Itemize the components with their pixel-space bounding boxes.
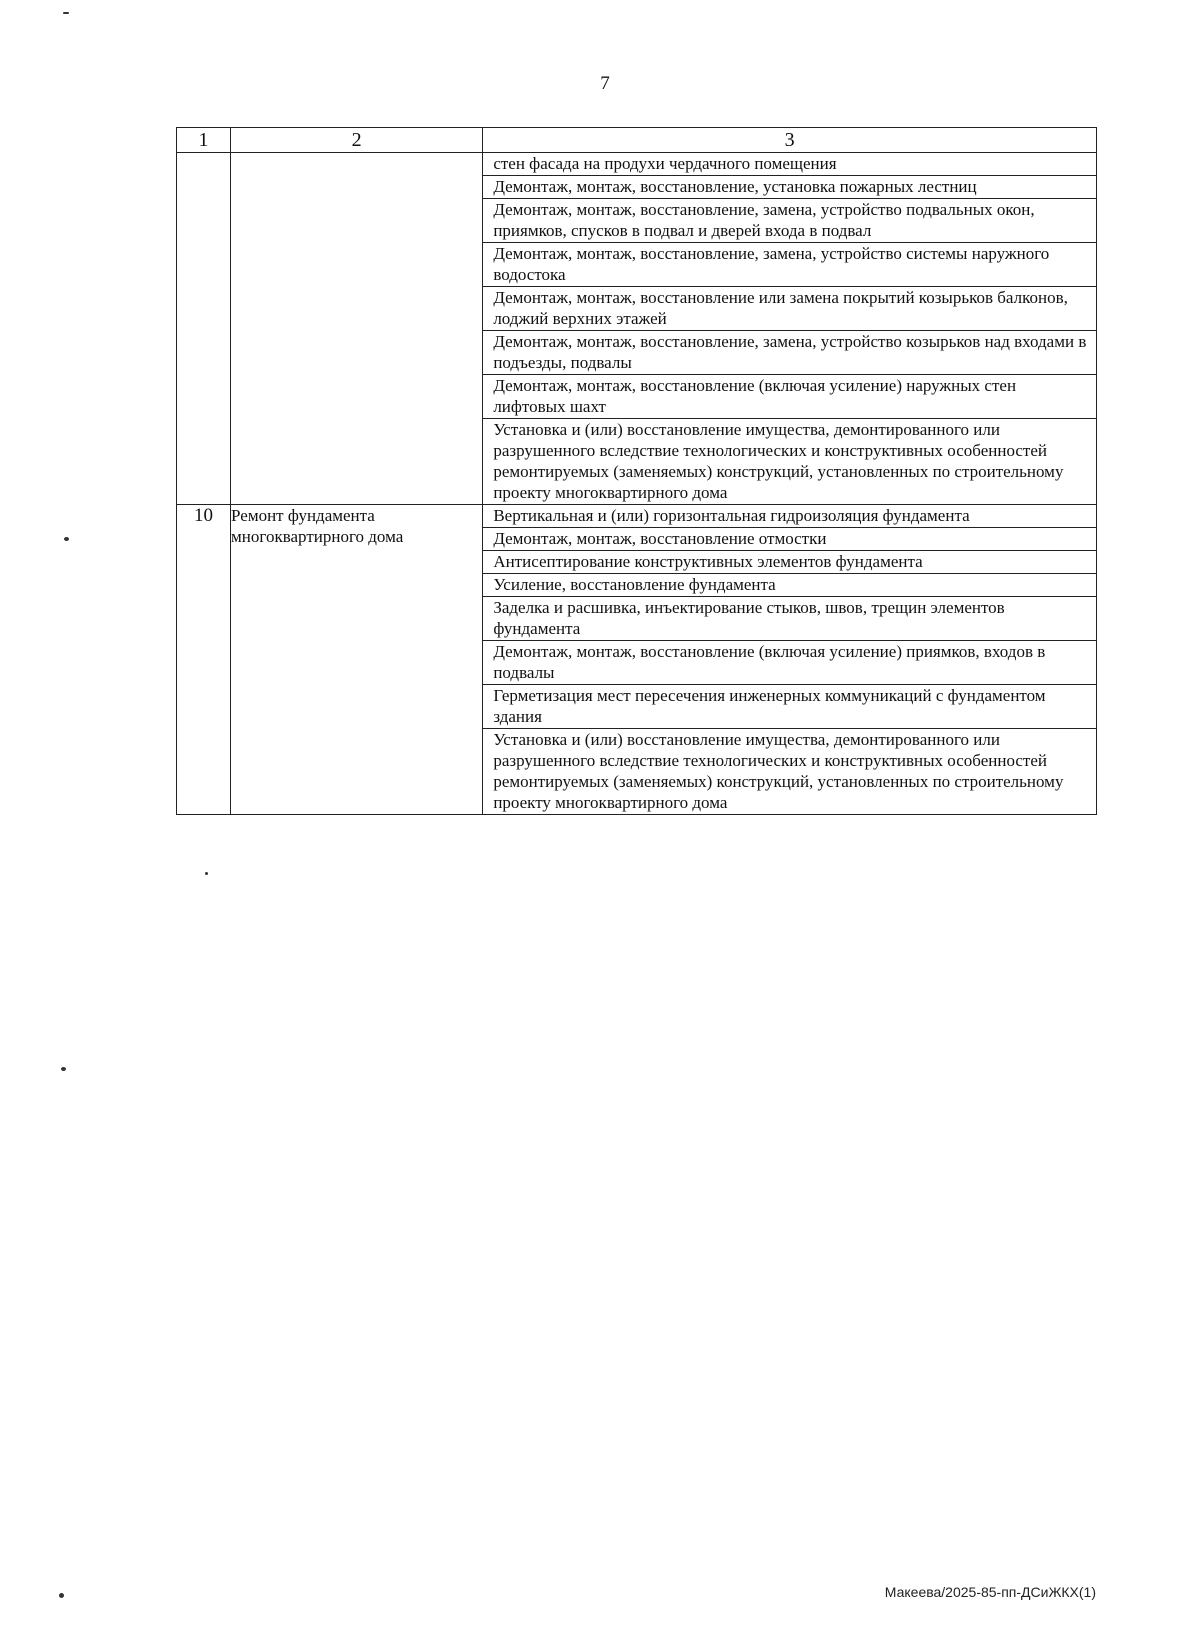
works-cell	[483, 153, 1097, 505]
works-cell	[483, 505, 1097, 815]
page-number: 7	[600, 73, 610, 94]
header-col-2: 2	[231, 128, 483, 153]
table-row	[177, 153, 1097, 505]
scan-speck	[64, 537, 69, 541]
row-number	[177, 153, 231, 505]
scan-speck	[61, 1067, 66, 1071]
scan-speck	[205, 872, 208, 875]
works-table	[176, 127, 1097, 815]
work-item: Герметизация мест пересечения инженерных коммуникаций с фундаментом здания	[483, 684, 1096, 728]
work-item: Демонтаж, монтаж, восстановление, замена, устройство системы наружного водостока	[483, 242, 1096, 286]
header-col-3: 3	[483, 128, 1097, 153]
scan-speck	[63, 12, 69, 14]
work-item: Демонтаж, монтаж, восстановление (включая усиление) приямков, входов в подвалы	[483, 640, 1096, 684]
work-item: Демонтаж, монтаж, восстановление, замена, устройство подвальных окон, приямков, спусков в подвал и дверей входа в подвал	[483, 198, 1096, 242]
scan-speck	[59, 1593, 64, 1598]
work-item: Вертикальная и (или) горизонтальная гидроизоляция фундамента	[493, 506, 970, 525]
document-stamp: Макеева/2025-85-пп-ДСиЖКХ(1)	[884, 1584, 1096, 1600]
work-item: Демонтаж, монтаж, восстановление, установка пожарных лестниц	[483, 175, 1096, 198]
table-header-row	[177, 128, 1097, 153]
work-item: Демонтаж, монтаж, восстановление или замена покрытий козырьков балконов, лоджий верхних этажей	[483, 286, 1096, 330]
row-number: 10	[177, 505, 231, 815]
work-item: Антисептирование конструктивных элементов фундамента	[483, 550, 1096, 573]
element-name: Ремонт фундамента многоквартирного дома	[231, 505, 483, 815]
element-name	[231, 153, 483, 505]
work-item: стен фасада на продухи чердачного помещения	[493, 154, 837, 173]
work-item: Демонтаж, монтаж, восстановление, замена, устройство козырьков над входами в подъезды, подвалы	[483, 330, 1096, 374]
work-item: Установка и (или) восстановление имущества, демонтированного или разрушенного вследствие технологических и конструктивных особенностей ремонтируемых (заменяемых) конструкций, установленных по строительному проекту многоквартирного дома	[483, 418, 1096, 504]
work-item: Демонтаж, монтаж, восстановление отмостки	[483, 527, 1096, 550]
header-col-1: 1	[177, 128, 231, 153]
work-item: Демонтаж, монтаж, восстановление (включая усиление) наружных стен лифтовых шахт	[483, 374, 1096, 418]
work-item: Заделка и расшивка, инъектирование стыков, швов, трещин элементов фундамента	[483, 596, 1096, 640]
work-item: Установка и (или) восстановление имущества, демонтированного или разрушенного вследствие технологических и конструктивных особенностей ремонтируемых (заменяемых) конструкций, установленных по строительному проекту многоквартирного дома	[483, 728, 1096, 814]
table-row	[177, 505, 1097, 815]
work-item: Усиление, восстановление фундамента	[483, 573, 1096, 596]
